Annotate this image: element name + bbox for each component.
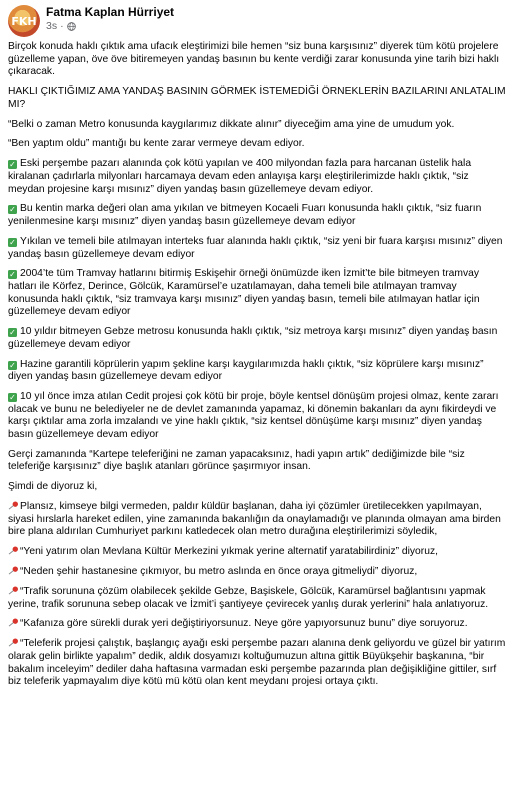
paragraph-text: “Belki o zaman Metro konusunda kaygılarımız dikkate alınır” diyeceğim ama yine de umudum yok. — [8, 118, 455, 130]
paragraph-text: 2004’te tüm Tramvay hatlarını bitirmiş Eskişehir örneği önümüzde iken İzmit’te bile bitmeyen tramvay hatları ile Körfez, Derince, Gölcük, Karamürsel’e uzatılamayan, daha temeli bile atılmayan tramvay konusunda haklı çıktık, “siz tramvaya karşı mısınız” diyen yandaş basın, temeli bile atılmayan hatlar için güzellemeye devam ediyor — [8, 268, 480, 318]
post-paragraph — [8, 449, 507, 474]
check-mark-icon: ✓ — [9, 393, 16, 403]
post-paragraph — [8, 586, 507, 611]
paragraph-text: “Neden şehir hastanesine çıkmıyor, bu metro aslında en önce oraya gitmeliydi” diyoruz, — [20, 566, 418, 578]
pushpin-icon — [8, 501, 19, 510]
check-mark-icon: ✓ — [9, 160, 16, 170]
paragraph-text: 10 yıl önce imza atılan Cedit projesi çok kötü bir proje, böyle kentsel dönüşüm projesi olmaz, kente zararı olacak ve bunu ne belediyeler ne de devlet zamanında yapamaz, ki dönemin bakanları da aynı fikirdeydi ve karşı çıktılar ama zorla imzalandı ve yine haklı çıktık, “siz kentsel dönüşüme karşı mısınız” diyen yandaş basın güzellemeye devam ediyor — [8, 391, 499, 440]
check-mark-icon: ✓ — [9, 328, 16, 338]
pushpin-icon — [8, 638, 19, 647]
paragraph-text: Gerçi zamanında “Kartepe teleferiğini ne zaman yapacaksınız, hadi yapın artık” dediğimizde bile “siz teleferiğe karşısınız” diye başlık atanları görünce şaşırmıyor insan. — [8, 448, 465, 473]
check-mark-icon: ✓ — [9, 237, 16, 247]
avatar[interactable] — [8, 5, 40, 37]
post-paragraph — [8, 86, 507, 111]
post-paragraph — [8, 236, 507, 261]
paragraph-text: “Ben yaptım oldu” mantığı bu kente zarar vermeye devam ediyor. — [8, 138, 305, 150]
paragraph-text: Hazine garantili köprülerin yapım şekline karşı kaygılarımızda haklı çıktık, “siz köprülere karşı mısınız” diyen yandaş basın güzellemeye devam ediyor — [8, 358, 484, 383]
paragraph-text: Eski perşembe pazarı alanında çok kötü yapılan ve 400 milyondan fazla para harcanan üstelik hala kiralanan çadırlarla milyonları harcamaya devam eden anlayışa karşı eleştirilerimizde haklı çıktık, “siz meydan projesine karşı mısınız” diyen yandaş basın güzellemeye devam ediyor. — [8, 158, 472, 195]
paragraph-text: “Yeni yatırım olan Mevlana Kültür Merkezini yıkmak yerine alternatif yaratabilirdiniz” diyoruz, — [20, 546, 438, 558]
post-paragraph — [8, 203, 507, 228]
check-mark-icon: ✓ — [9, 205, 16, 215]
paragraph-text: Yıkılan ve temeli bile atılmayan interteks fuar alanında haklı çıktık, “siz yeni bir fuara karşısı mısınız” diyen yandaş basın güzellemeye devam ediyor — [8, 235, 503, 260]
post-paragraph — [8, 391, 507, 441]
paragraph-text: HAKLI ÇIKTIĞIMIZ AMA YANDAŞ BASININ GÖRMEK İSTEMEDİĞİ ÖRNEKLERİN BAZILARINI ANLATALIM MI? — [8, 86, 506, 110]
check-mark-icon: ✓ — [9, 270, 16, 280]
check-mark-icon: ✓ — [9, 360, 16, 370]
meta-separator: · — [60, 20, 64, 32]
avatar-initials: FKH — [11, 14, 37, 28]
pushpin-icon — [8, 618, 19, 627]
post-paragraph — [8, 481, 507, 494]
post-paragraph — [8, 359, 507, 384]
post-paragraph — [8, 618, 507, 631]
paragraph-text: Bu kentin marka değeri olan ama yıkılan ve bitmeyen Kocaeli Fuarı konusunda haklı çıktık, “siz fuarın yenilenmesine karşı mısınız” diyen yandaş basın güzellemeye devam ediyor — [8, 203, 482, 228]
globe-icon — [67, 22, 76, 31]
post-paragraph — [8, 138, 507, 151]
paragraph-text: “Kafanıza göre sürekli durak yeri değiştiriyorsunuz. Neye göre yapıyorsunuz bunu” diye soruyoruz. — [20, 618, 468, 630]
post-paragraph — [8, 268, 507, 318]
post-paragraph — [8, 546, 507, 559]
pushpin-icon — [8, 586, 19, 595]
paragraph-text: Birçok konuda haklı çıktık ama ufacık eleştirimizi bile hemen “siz buna karşısınız” diyerek tüm kötü projelere güzelleme yapan, öve öve bitiremeyen yandaş basının bu kente verdiği zarar konusunda yine tarih bizi haklı çıkaracak. — [8, 41, 500, 78]
post-paragraph — [8, 638, 507, 688]
paragraph-text: 10 yıldır bitmeyen Gebze metrosu konusunda haklı çıktık, “siz metroya karşı mısınız” diyen yandaş basın güzellemeye devam ediyor — [8, 326, 498, 350]
post-paragraph — [8, 501, 507, 539]
post-paragraph — [8, 119, 507, 132]
post-paragraph — [8, 326, 507, 351]
post-meta — [46, 20, 174, 33]
author-name[interactable]: Fatma Kaplan Hürriyet — [46, 5, 175, 19]
paragraph-text: Plansız, kimseye bilgi vermeden, paldır küldür başlanan, daha iyi çözümler üretilecekken yapılmayan, siyasi hırslarla hareket edilen, yine zamanında bakanlığın da onaylamadığı ve planında olmayan ama birden bire plana aldırılan Cumhuriyet parkını katledecek olan metro durağına eleştirilerimizi söyledik, — [8, 501, 501, 538]
post-paragraph — [8, 41, 507, 79]
paragraph-text: “Teleferik projesi çalıştık, başlangıç ayağı eski perşembe pazarı alanına denk geliyordu ve güzel bir yatırım olarak gelin birlikte yapalım” dedik, aldık dosyamızı koltuğumuzun altına gittik Büyükşehir başkanına, “bir bakalım inceleyim” dediler daha haftasına varmadan eski perşembe pazarında plan değişikliğine gittiler, sırf biz teleferik yapmayalım diye kötü mü kötü olan kent meydanı projesi ortaya çıktı. — [8, 638, 506, 688]
post-paragraph — [8, 158, 507, 196]
paragraph-text: “Trafik sorununa çözüm olabilecek şekilde Gebze, Başiskele, Gölcük, Karamürsel bağlantısını yapmak yerine, trafik sorununa sebep olacak ve İzmit’i şantiyeye çevirecek yanlış durak yerlerini” hala anlatıyoruz. — [8, 585, 489, 610]
pushpin-icon — [8, 546, 19, 555]
post-header — [8, 5, 507, 41]
pushpin-icon — [8, 566, 19, 575]
paragraph-text: Şimdi de diyoruz ki, — [8, 481, 98, 493]
post-paragraph — [8, 566, 507, 579]
post-body — [8, 41, 507, 689]
post-author-block — [46, 5, 174, 33]
post-time[interactable]: 3s — [46, 20, 58, 32]
